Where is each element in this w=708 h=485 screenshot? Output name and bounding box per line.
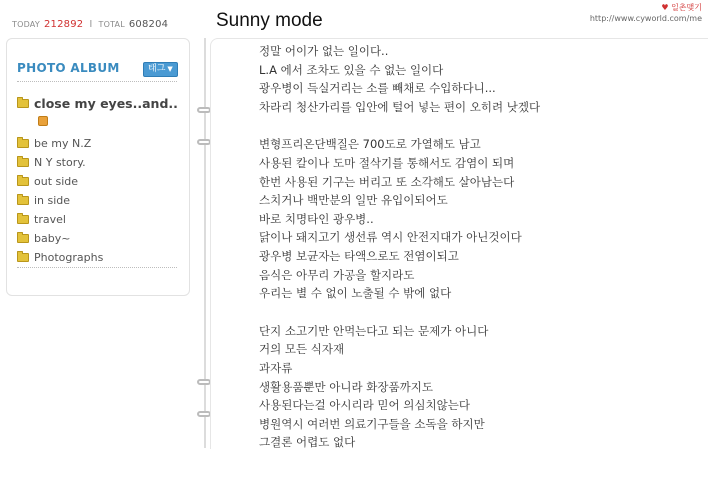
total-label: TOTAL	[98, 20, 125, 29]
today-label: TODAY	[12, 20, 40, 29]
tag-button[interactable]	[143, 62, 178, 77]
top-bar	[0, 0, 708, 36]
post-line: 닭이나 돼지고기 생선류 역시 안전지대가 아닌것이다	[259, 230, 522, 245]
album-folder-item[interactable]	[17, 153, 185, 172]
post-line: 광우병 보균자는 타액으로도 전염이되고	[259, 248, 459, 263]
post-panel	[210, 38, 708, 449]
visitor-counter	[12, 19, 168, 30]
binder-ring-icon	[197, 139, 211, 145]
binder-ring-icon	[197, 411, 211, 417]
photo-album-panel	[6, 38, 190, 296]
album-title: PHOTO ALBUM	[17, 61, 120, 75]
binder-ring-icon	[197, 379, 211, 385]
post-line: 스치거나 백만분의 일만 유입이되어도	[259, 193, 448, 208]
post-line: 그결론 어렵도 없다	[259, 435, 356, 450]
post-line: 생활용품뿐만 아니라 화장품까지도	[259, 379, 433, 394]
post-line: 정말 어이가 없는 일이다..	[259, 44, 389, 58]
album-folder-label: Photographs	[34, 251, 104, 264]
post-line: 사용된 칼이나 도마 절삭기를 통해서도 감염이 되며	[259, 155, 515, 170]
post-line: 음식은 아무리 가공을 할지라도	[259, 267, 415, 282]
folder-icon	[17, 158, 29, 167]
folder-icon	[17, 215, 29, 224]
post-line: 과자류	[259, 360, 293, 375]
post-line: 병원역시 여러번 의료기구들을 소독을 하지만	[259, 416, 485, 431]
counter-separator: I	[89, 19, 93, 30]
divider	[17, 267, 177, 268]
album-folder-item[interactable]	[17, 172, 185, 191]
post-line: 단지 소고기만 안먹는다고 되는 문제가 아니다	[259, 323, 489, 338]
album-folder-item[interactable]	[17, 248, 185, 267]
new-badge-icon	[38, 116, 48, 126]
album-folder-label: out side	[34, 175, 79, 188]
album-folder-label: travel	[34, 213, 66, 226]
divider	[17, 81, 177, 82]
folder-icon	[17, 177, 29, 186]
album-folder-item[interactable]	[17, 94, 185, 134]
post-line: 변형프리온단백질은 700도로 가열해도 남고	[259, 137, 481, 152]
album-folder-item[interactable]	[17, 210, 185, 229]
album-folder-label: N Y story.	[34, 156, 86, 169]
album-folder-item[interactable]	[17, 191, 185, 210]
post-body	[259, 42, 699, 452]
caret-down-icon: ▼	[167, 65, 173, 73]
total-count: 608204	[128, 19, 169, 30]
post-line: 거의 모든 식자재	[259, 342, 345, 357]
binder-spine	[204, 38, 206, 448]
folder-icon	[17, 99, 29, 108]
album-folder-item[interactable]	[17, 134, 185, 153]
folder-icon	[17, 139, 29, 148]
album-folder-label: baby~	[34, 232, 71, 245]
album-folder-list	[17, 94, 185, 267]
homepage-url[interactable]: http://www.cyworld.com/me	[589, 14, 702, 23]
post-line: 우리는 별 수 없이 노출될 수 밖에 없다	[259, 286, 452, 301]
post-line: 차라리 청산가리를 입안에 털어 넣는 편이 오히려 낫겠다	[259, 99, 541, 114]
top-links	[590, 2, 702, 24]
folder-icon	[17, 234, 29, 243]
binder-ring-icon	[197, 107, 211, 113]
post-line: 바로 치명타인 광우병..	[259, 211, 374, 226]
post-line: 사용된다는걸 아시리라 믿어 의심치않는다	[259, 398, 470, 413]
page-title: Sunny mode	[216, 10, 323, 31]
folder-icon	[17, 196, 29, 205]
tag-button-label: 태그	[148, 64, 166, 74]
album-folder-label: close my eyes..and..	[34, 96, 178, 111]
album-header	[17, 61, 187, 77]
add-friend-link[interactable]: ♥ 일촌맺기	[661, 3, 702, 12]
album-folder-label: be my N.Z	[34, 137, 92, 150]
today-count: 212892	[43, 19, 84, 30]
post-line: 광우병이 득실거리는 소를 빼채로 수입하다니...	[259, 81, 496, 96]
post-line: 한번 사용된 기구는 버리고 또 소각해도 살아남는다	[259, 174, 515, 189]
album-folder-item[interactable]	[17, 229, 185, 248]
folder-icon	[17, 253, 29, 262]
album-folder-label: in side	[34, 194, 71, 207]
post-line: L.A 에서 조차도 있을 수 없는 일이다	[259, 62, 444, 77]
